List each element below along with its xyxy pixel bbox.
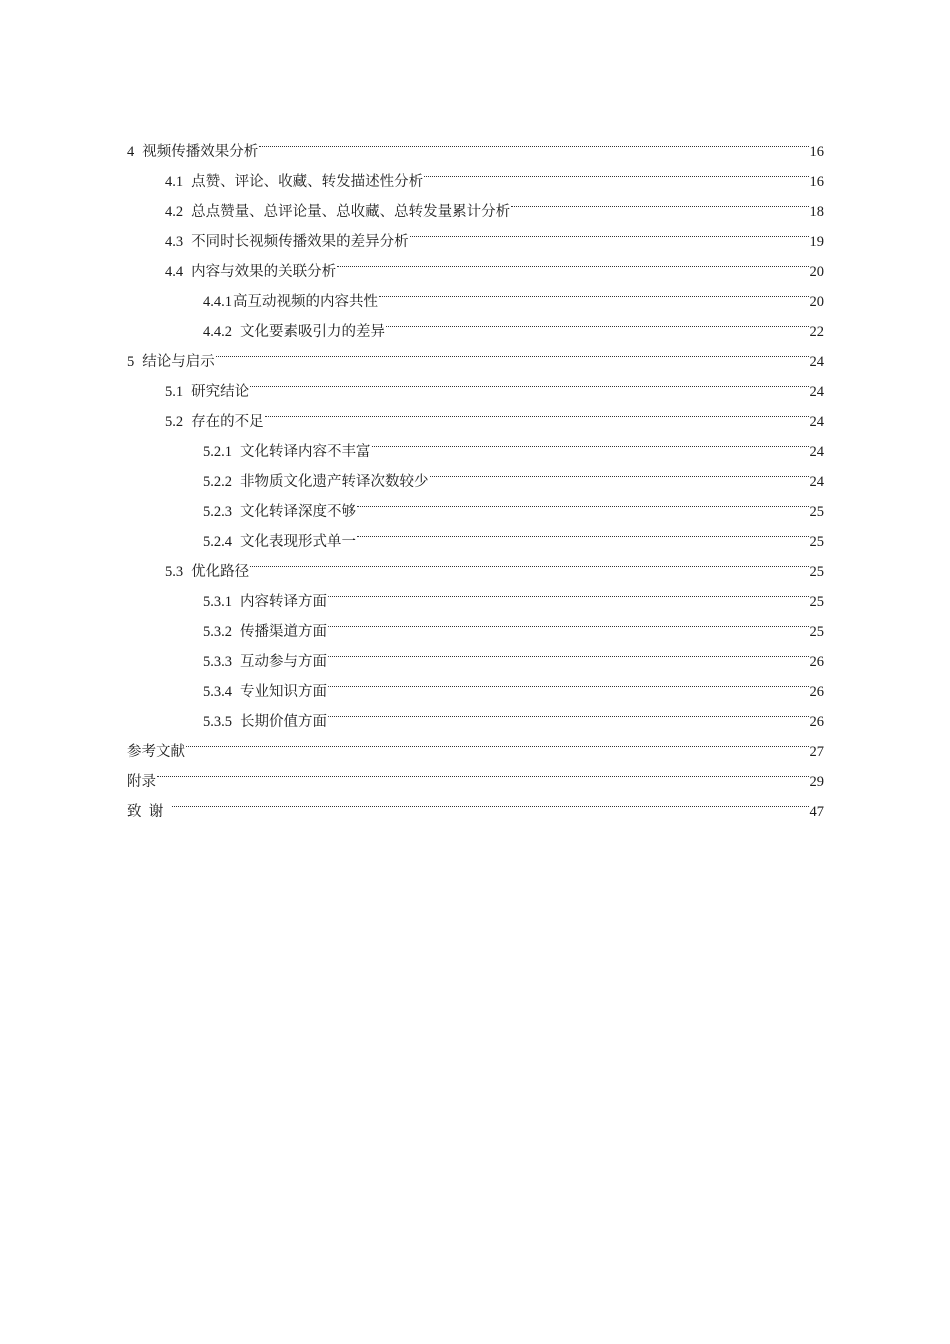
dot-leader	[328, 636, 809, 666]
toc-page-number: 25	[809, 564, 824, 580]
toc-number: 5.2.4	[203, 534, 232, 550]
toc-page-number: 24	[809, 384, 824, 400]
toc-page-number: 26	[809, 714, 824, 730]
toc-number: 5.3.2	[203, 624, 232, 640]
toc-number: 4.2	[165, 204, 184, 220]
dot-leader	[328, 576, 809, 606]
dot-leader	[424, 156, 808, 186]
toc-title: 总点赞量、总评论量、总收藏、总转发量累计分析	[191, 204, 511, 220]
dot-leader	[259, 126, 808, 156]
dot-leader	[357, 486, 809, 516]
toc-page-number: 25	[809, 594, 824, 610]
dot-leader	[250, 546, 808, 576]
dot-leader	[511, 186, 808, 216]
toc-page-number: 22	[809, 324, 824, 340]
toc-page-number: 26	[809, 654, 824, 670]
toc-number: 4.4.1	[203, 294, 232, 310]
toc-title: 不同时长视频传播效果的差异分析	[191, 234, 409, 250]
toc-title: 互动参与方面	[240, 654, 327, 670]
toc-title: 参考文献	[127, 744, 185, 760]
dot-leader	[328, 606, 809, 636]
toc-title: 内容与效果的关联分析	[191, 264, 337, 280]
toc-number: 5.2.2	[203, 474, 232, 490]
toc-page-number: 24	[809, 414, 824, 430]
toc-page-number: 20	[809, 294, 824, 310]
toc-page-number: 24	[809, 444, 824, 460]
toc-number: 5.3	[165, 564, 184, 580]
toc-page-number: 24	[809, 474, 824, 490]
toc-page-number: 18	[809, 204, 824, 220]
toc-page-number: 29	[809, 774, 824, 790]
toc-page-number: 16	[809, 174, 824, 190]
toc-title: 非物质文化遗产转译次数较少	[240, 474, 429, 490]
toc-title: 文化转译深度不够	[240, 504, 356, 520]
toc-number: 5.3.4	[203, 684, 232, 700]
toc-number: 5.1	[165, 384, 184, 400]
toc-entry[interactable]	[127, 366, 824, 400]
toc-number: 5.2.1	[203, 444, 232, 460]
dot-leader	[328, 696, 809, 726]
toc-title: 传播渠道方面	[240, 624, 327, 640]
toc-number: 4.1	[165, 174, 184, 190]
dot-leader	[328, 666, 809, 696]
toc-page-number: 47	[809, 804, 824, 820]
toc-entry[interactable]	[127, 786, 824, 820]
dot-leader	[250, 366, 808, 396]
toc-entry[interactable]	[127, 726, 824, 760]
toc-page-number: 24	[809, 354, 824, 370]
toc-page-number: 25	[809, 504, 824, 520]
toc-number: 5.3.1	[203, 594, 232, 610]
dot-leader	[372, 426, 809, 456]
toc-entry[interactable]	[127, 756, 824, 790]
toc-page-number: 25	[809, 534, 824, 550]
toc-page-number: 27	[809, 744, 824, 760]
toc-number: 5	[127, 354, 135, 370]
toc-title: 长期价值方面	[240, 714, 327, 730]
toc-number: 5.3.5	[203, 714, 232, 730]
dot-leader	[216, 336, 809, 366]
toc-number: 4	[127, 144, 135, 160]
toc-title: 结论与启示	[142, 354, 215, 370]
toc-number: 5.2	[165, 414, 184, 430]
toc-page-number: 25	[809, 624, 824, 640]
toc-page-number: 19	[809, 234, 824, 250]
dot-leader	[410, 216, 809, 246]
toc-title: 文化要素吸引力的差异	[240, 324, 385, 340]
toc-number: 4.4	[165, 264, 184, 280]
toc-title: 文化表现形式单一	[240, 534, 356, 550]
toc-title: 附录	[127, 774, 156, 790]
dot-leader	[157, 756, 809, 786]
dot-leader	[430, 456, 809, 486]
toc-title: 专业知识方面	[240, 684, 327, 700]
toc-entry[interactable]	[127, 336, 824, 370]
toc-number: 5.2.3	[203, 504, 232, 520]
toc-title: 优化路径	[191, 564, 250, 580]
toc-title: 高互动视频的内容共性	[233, 294, 378, 310]
table-of-contents	[127, 126, 824, 820]
dot-leader	[357, 516, 809, 546]
toc-page-number: 26	[809, 684, 824, 700]
toc-title: 视频传播效果分析	[142, 144, 259, 160]
toc-entry[interactable]	[127, 126, 824, 160]
toc-title: 点赞、评论、收藏、转发描述性分析	[191, 174, 424, 190]
dot-leader	[186, 726, 809, 756]
toc-number: 5.3.3	[203, 654, 232, 670]
toc-title: 致谢	[127, 804, 171, 820]
toc-number: 4.3	[165, 234, 184, 250]
dot-leader	[386, 306, 809, 336]
dot-leader	[337, 246, 808, 276]
toc-page-number: 20	[809, 264, 824, 280]
toc-title: 内容转译方面	[240, 594, 327, 610]
toc-title: 文化转译内容不丰富	[240, 444, 371, 460]
toc-title: 存在的不足	[191, 414, 264, 430]
toc-page-number: 16	[809, 144, 824, 160]
toc-number: 4.4.2	[203, 324, 232, 340]
dot-leader	[265, 396, 809, 426]
toc-title: 研究结论	[191, 384, 250, 400]
dot-leader	[379, 276, 809, 306]
dot-leader	[172, 786, 809, 816]
